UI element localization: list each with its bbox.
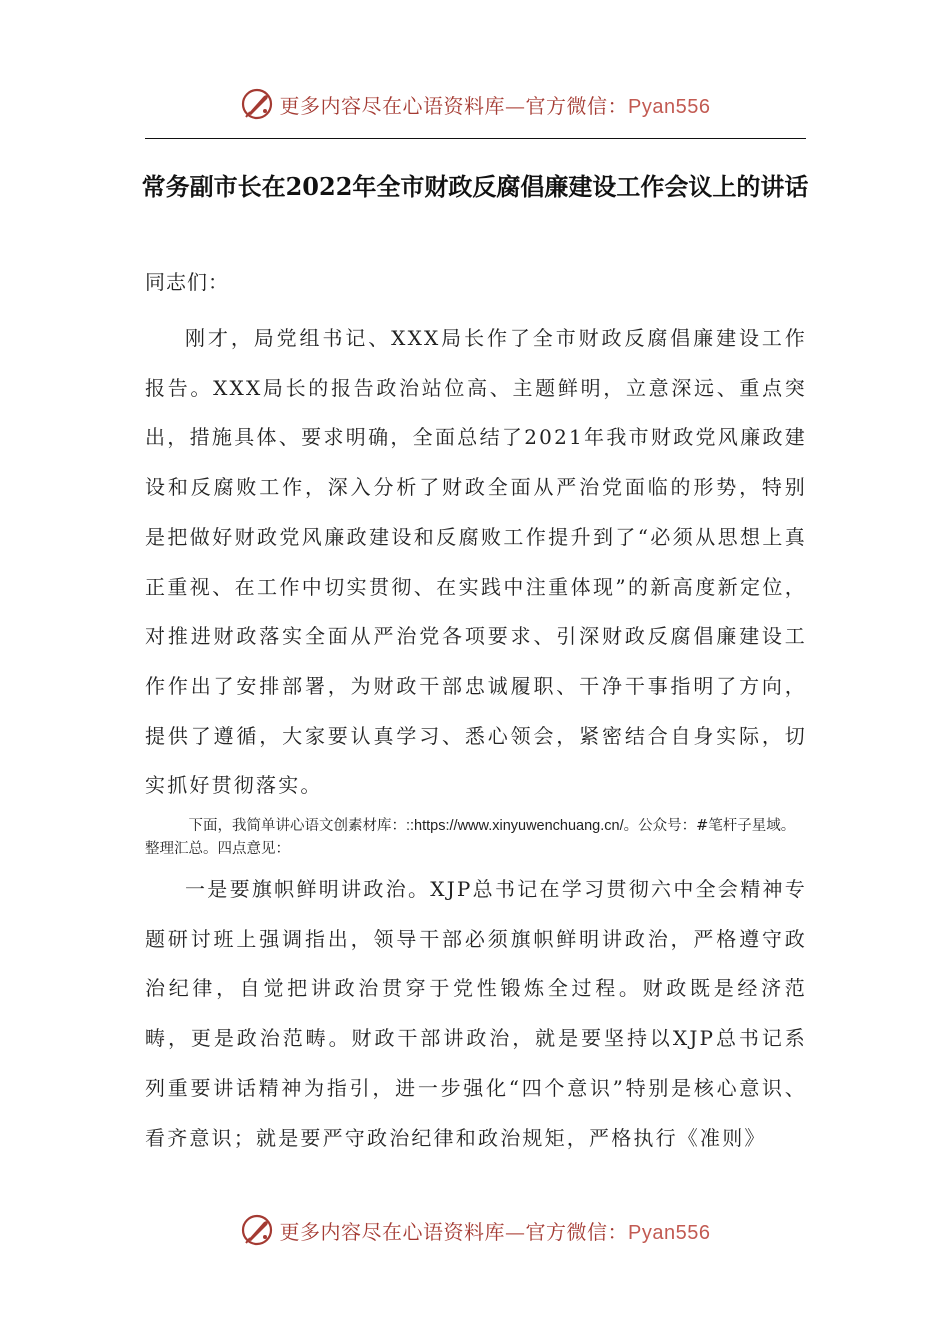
footer-banner: [0, 1210, 950, 1250]
source-url: ::https://www.xinyuwenchuang.cn/: [406, 818, 624, 835]
paragraph-1: 刚才，局党组书记、XXX局长作了全市财政反腐倡廉建设工作报告。XXX局长的报告政治站位高、主题鲜明，立意深远、重点突出，措施具体、要求明确，全面总结了2021年我市财政党风廉政建设和反腐败工作，深入分析了财政全面从严治党面临的形势，特别是把做好财政党风廉政建设和反腐败工作提升到了“必须从思想上真正重视、在工作中切实贯彻、在实践中注重体现”的新高度新定位，对推进财政落实全面从严治党各项要求、引深财政反腐倡廉建设工作作出了安排部署，为财政干部忠诚履职、干净干事指明了方向，提供了遵循，大家要认真学习、悉心领会，紧密结合自身实际，切实抓好贯彻落实。: [145, 326, 807, 798]
salutation: 同志们：: [145, 270, 229, 294]
document-title: 常务副市长在2022年全市财政反腐倡廉建设工作会议上的讲话: [141, 172, 809, 201]
banner-text: 更多内容尽在心语资料库—官方微信：Pyan556: [279, 1219, 711, 1244]
banner-text: 更多内容尽在心语资料库—官方微信：Pyan556: [279, 93, 711, 118]
quill-logo-icon: [240, 87, 274, 121]
header-banner: [0, 84, 950, 124]
header-divider: [145, 138, 806, 139]
source-note: 下面，我简单讲心语文创素材库：::https://www.xinyuwenchuang.cn/。公众号：#笔杆子星域。整理汇总。四点意见：: [145, 818, 796, 858]
document-body: [145, 264, 807, 1163]
quill-logo-icon: [240, 1213, 274, 1247]
wechat-id: Pyan556: [628, 95, 711, 118]
paragraph-2: 一是要旗帜鲜明讲政治。XJP总书记在学习贯彻六中全会精神专题研讨班上强调指出，领导干部必须旗帜鲜明讲政治，严格遵守政治纪律，自觉把讲政治贯穿于党性锻炼全过程。财政既是经济范畴，更是政治范畴。财政干部讲政治，就是要坚持以XJP总书记系列重要讲话精神为指引，进一步强化“四个意识”特别是核心意识、看齐意识；就是要严守政治纪律和政治规矩，严格执行《准则》: [145, 877, 807, 1150]
wechat-id: Pyan556: [628, 1221, 711, 1244]
